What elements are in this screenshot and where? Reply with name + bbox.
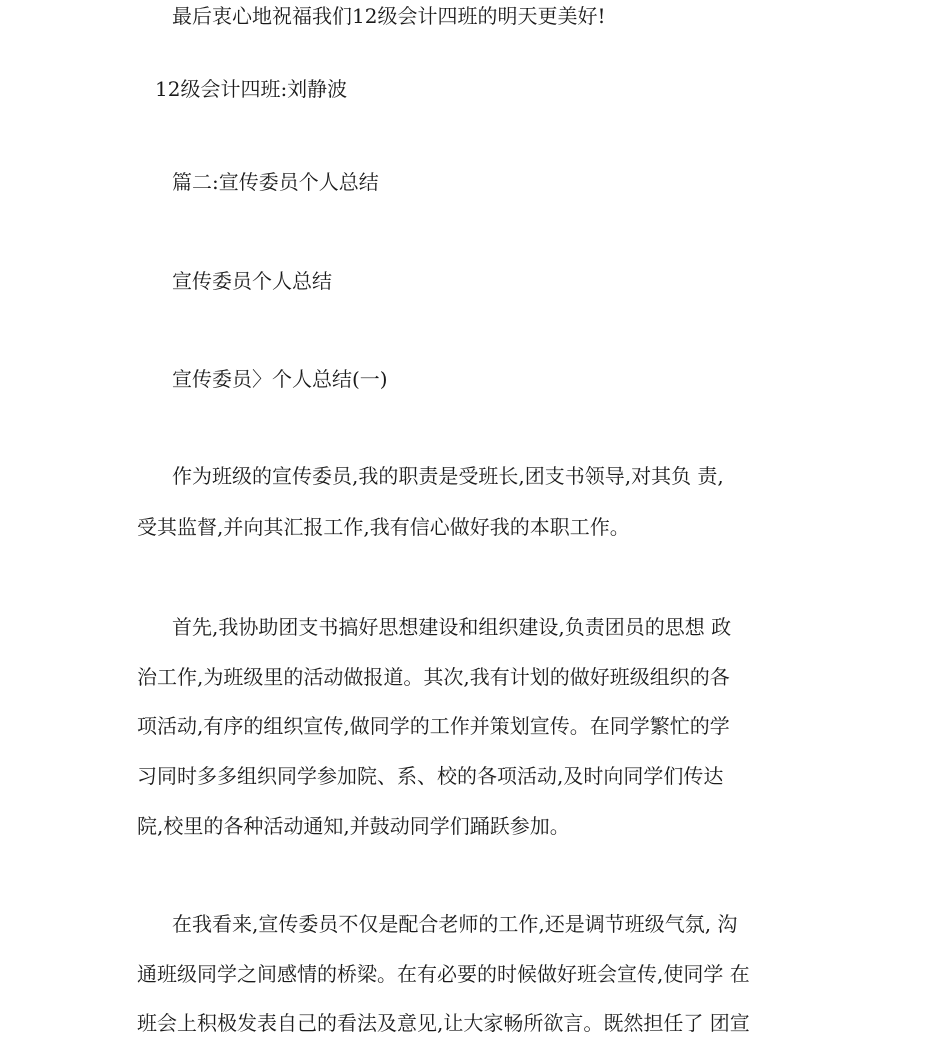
paragraph-line: 治工作,为班级里的活动做报道。其次,我有计划的做好班级组织的各 bbox=[137, 665, 730, 689]
paragraph-line: 院,校里的各种活动通知,并鼓动同学们踊跃参加。 bbox=[137, 814, 570, 838]
paragraph-line: 项活动,有序的组织宣传,做同学的工作并策划宣传。在同学繁忙的学 bbox=[137, 714, 730, 738]
doc-subtitle: 宣传委员〉个人总结(一) bbox=[172, 367, 388, 391]
paragraph-line: 习同时多多组织同学参加院、系、校的各项活动,及时向同学们传达 bbox=[137, 764, 724, 788]
paragraph-line: 作为班级的宣传委员,我的职责是受班长,团支书领导,对其负 责, bbox=[172, 464, 724, 488]
paragraph-line: 班会上积极发表自己的看法及意见,让大家畅所欲言。既然担任了 团宣 bbox=[137, 1011, 750, 1035]
paragraph-line: 受其监督,并向其汇报工作,我有信心做好我的本职工作。 bbox=[137, 515, 630, 539]
signature: 12级会计四班:刘静波 bbox=[155, 77, 348, 101]
paragraph-line: 首先,我协助团支书搞好思想建设和组织建设,负责团员的思想 政 bbox=[172, 615, 732, 639]
paragraph-line: 通班级同学之间感情的桥梁。在有必要的时候做好班会宣传,使同学 在 bbox=[137, 962, 750, 986]
closing-wish: 最后衷心地祝福我们12级会计四班的明天更美好! bbox=[172, 4, 606, 28]
section-heading: 篇二:宣传委员个人总结 bbox=[172, 170, 379, 194]
doc-title: 宣传委员个人总结 bbox=[172, 269, 332, 293]
paragraph-line: 在我看来,宣传委员不仅是配合老师的工作,还是调节班级气氛, 沟 bbox=[172, 912, 738, 936]
